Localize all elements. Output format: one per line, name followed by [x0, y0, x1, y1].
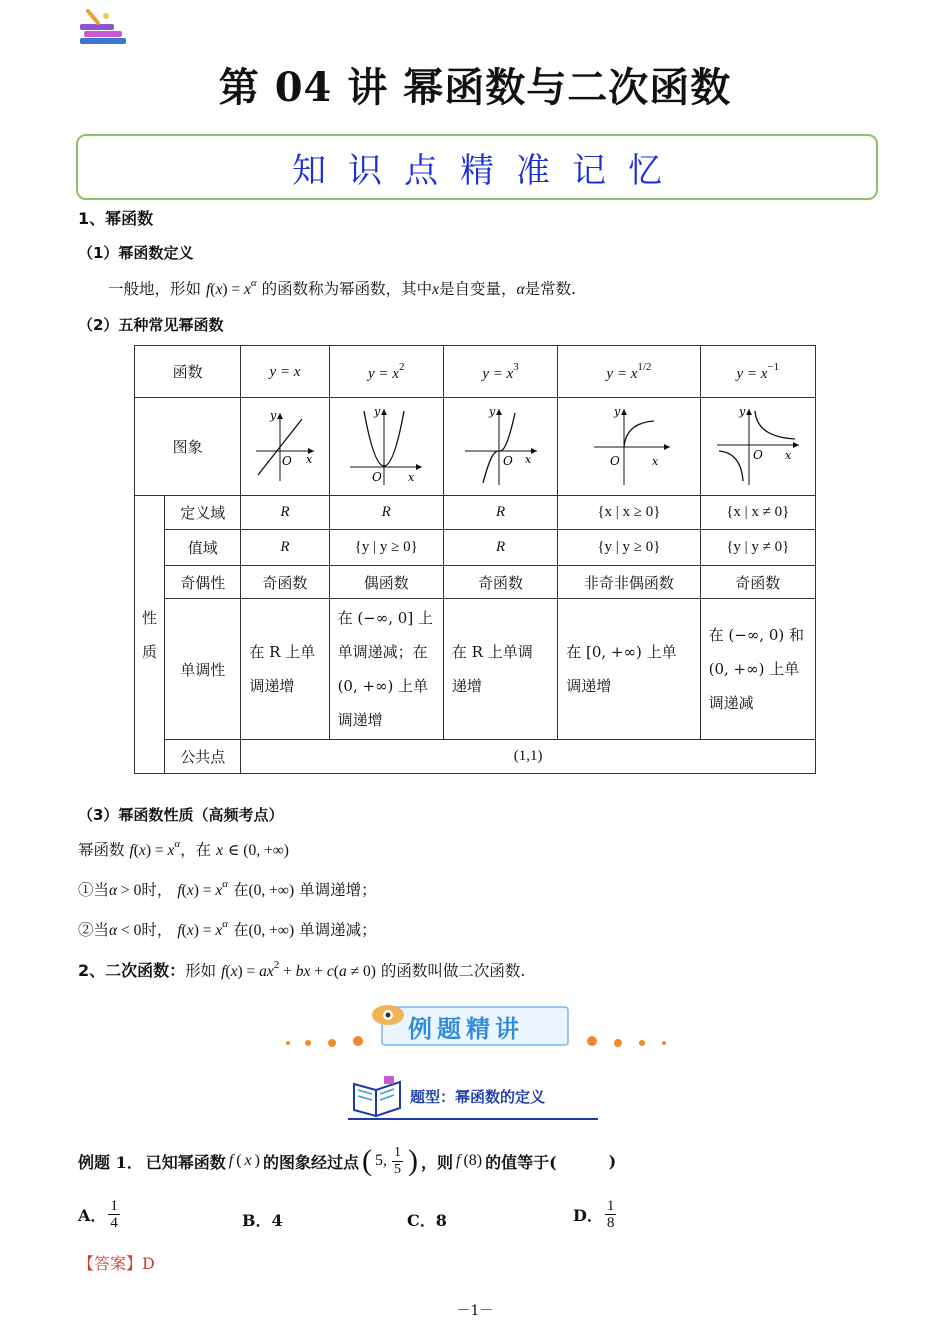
mono-cell-1: 在 R 上单 调递增	[241, 599, 329, 740]
parity-cell-1: 奇函数	[241, 566, 329, 599]
property-line-3: ②当α < 0时， $f(x) = x^\alpha$ 在(0, +∞) 单调递减；	[78, 918, 377, 939]
subheading-definition: （1）幂函数定义	[78, 244, 194, 262]
func-header-5: $y = x^{-1}$	[700, 346, 815, 398]
page-number: －1－	[456, 1303, 494, 1319]
graph-y-eq-x-cubed	[443, 398, 557, 496]
func-header-4: $y = x^{1/2}$	[558, 346, 700, 398]
parity-cell-2: 偶函数	[329, 566, 443, 599]
svg-text:x: x	[305, 452, 313, 466]
property-group-label: 性质	[135, 496, 165, 774]
parity-cell-4: 非奇非偶函数	[558, 566, 700, 599]
subheading-five-functions: （2）五种常见幂函数	[78, 316, 224, 334]
svg-text:y: y	[738, 404, 746, 418]
parity-cell-5: 奇函数	[700, 566, 815, 599]
svg-text:x: x	[408, 470, 415, 484]
option-d[interactable]: D． $\frac{1}{8}$	[573, 1198, 615, 1231]
svg-text:O: O	[609, 453, 620, 468]
option-b[interactable]: B．4	[242, 1211, 283, 1230]
domain-cell-5: {x | x ≠ 0}	[700, 496, 815, 530]
knowledge-banner-title: 知识点精准记忆	[292, 150, 684, 191]
func-header-3: $y = x^3$	[443, 346, 557, 398]
graph-y-eq-x	[241, 398, 329, 496]
graph-row-label: 图象	[135, 398, 241, 496]
svg-text:x: x	[784, 448, 792, 462]
example-question: 例题 1． 已知幂函数 f ( x ) 的图象经过点 ( 5, $\frac{1}{5}$ ) ，则 f (8) 的值等于( )	[78, 1144, 617, 1177]
definition-paragraph: 一般地，形如 $f(x) = x^\alpha$ 的函数称为幂函数，其中x是自变量，α是常数.	[108, 277, 577, 298]
property-line-2: ①当α > 0时， $f(x) = x^\alpha$ 在(0, +∞) 单调递增；	[78, 878, 377, 899]
row-label-parity: 奇偶性	[165, 566, 241, 599]
option-c[interactable]: C．8	[407, 1211, 447, 1230]
power-function-table	[134, 345, 816, 774]
knowledge-section-banner	[76, 134, 878, 200]
option-d-value: $\frac{1}{8}$	[606, 1198, 615, 1231]
range-cell-5: {y | y ≠ 0}	[700, 530, 815, 566]
range-cell-3: R	[443, 530, 557, 566]
graph-y-eq-x-half	[558, 398, 700, 496]
common-point-value: (1,1)	[241, 740, 816, 774]
example-banner-title: 例题精讲	[408, 1015, 524, 1043]
option-a[interactable]: A． $\frac{1}{4}$	[78, 1198, 118, 1231]
property-line-1: 幂函数 $f(x) = x^\alpha$，在 x ∈ (0, +∞)	[78, 838, 289, 859]
svg-text:y: y	[269, 408, 277, 422]
row-label-monotonicity: 单调性	[165, 599, 241, 740]
option-a-value: $\frac{1}{4}$	[110, 1198, 118, 1231]
graph-y-eq-x-squared	[329, 398, 443, 496]
mono-cell-5: 在 (−∞, 0) 和 (0, +∞) 上单 调递减	[700, 599, 815, 740]
subheading-properties: （3）幂函数性质（高频考点）	[78, 806, 284, 824]
func-header-1: y = x	[241, 346, 329, 398]
svg-text:O: O	[502, 453, 513, 468]
section-heading-power-function: 1、幂函数	[78, 209, 154, 228]
svg-text:x: x	[651, 454, 659, 468]
type-underline	[348, 1118, 598, 1120]
row-label-range: 值域	[165, 530, 241, 566]
range-cell-4: {y | y ≥ 0}	[558, 530, 700, 566]
page-title: 第 04 讲 幂函数与二次函数	[218, 64, 732, 111]
func-header-2: $y = x^2$	[329, 346, 443, 398]
domain-cell-2: R	[329, 496, 443, 530]
domain-cell-1: R	[241, 496, 329, 530]
mono-cell-3: 在 R 上单调 递增	[443, 599, 557, 740]
graph-y-eq-x-inverse	[700, 398, 815, 496]
domain-cell-3: R	[443, 496, 557, 530]
svg-text:y: y	[488, 404, 495, 418]
svg-text:x: x	[524, 452, 531, 466]
svg-text:y: y	[374, 404, 381, 418]
mono-cell-4: 在 [0, +∞) 上单 调递增	[558, 599, 700, 740]
book-icon	[350, 1074, 404, 1118]
svg-text:O: O	[372, 469, 383, 484]
svg-text:O: O	[752, 447, 763, 462]
svg-text:y: y	[613, 404, 621, 418]
row-label-domain: 定义域	[165, 496, 241, 530]
domain-cell-4: {x | x ≥ 0}	[558, 496, 700, 530]
parity-cell-3: 奇函数	[443, 566, 557, 599]
svg-text:O: O	[281, 453, 292, 468]
answer-text: 【答案】D	[78, 1254, 155, 1273]
books-logo-icon	[78, 8, 130, 50]
row-label-common-point: 公共点	[165, 740, 241, 774]
question-type-label: 题型：幂函数的定义	[410, 1088, 546, 1106]
range-cell-1: R	[241, 530, 329, 566]
quadratic-definition: 2、二次函数：形如 $f(x) = ax^2$ + bx + c(a ≠ 0) 的函数叫做二次函数.	[78, 959, 526, 980]
mono-cell-2: 在 (−∞, 0] 上 单调递减；在 (0, +∞) 上单 调递增	[329, 599, 443, 740]
range-cell-2: {y | y ≥ 0}	[329, 530, 443, 566]
header-function-label: 函数	[135, 346, 241, 398]
